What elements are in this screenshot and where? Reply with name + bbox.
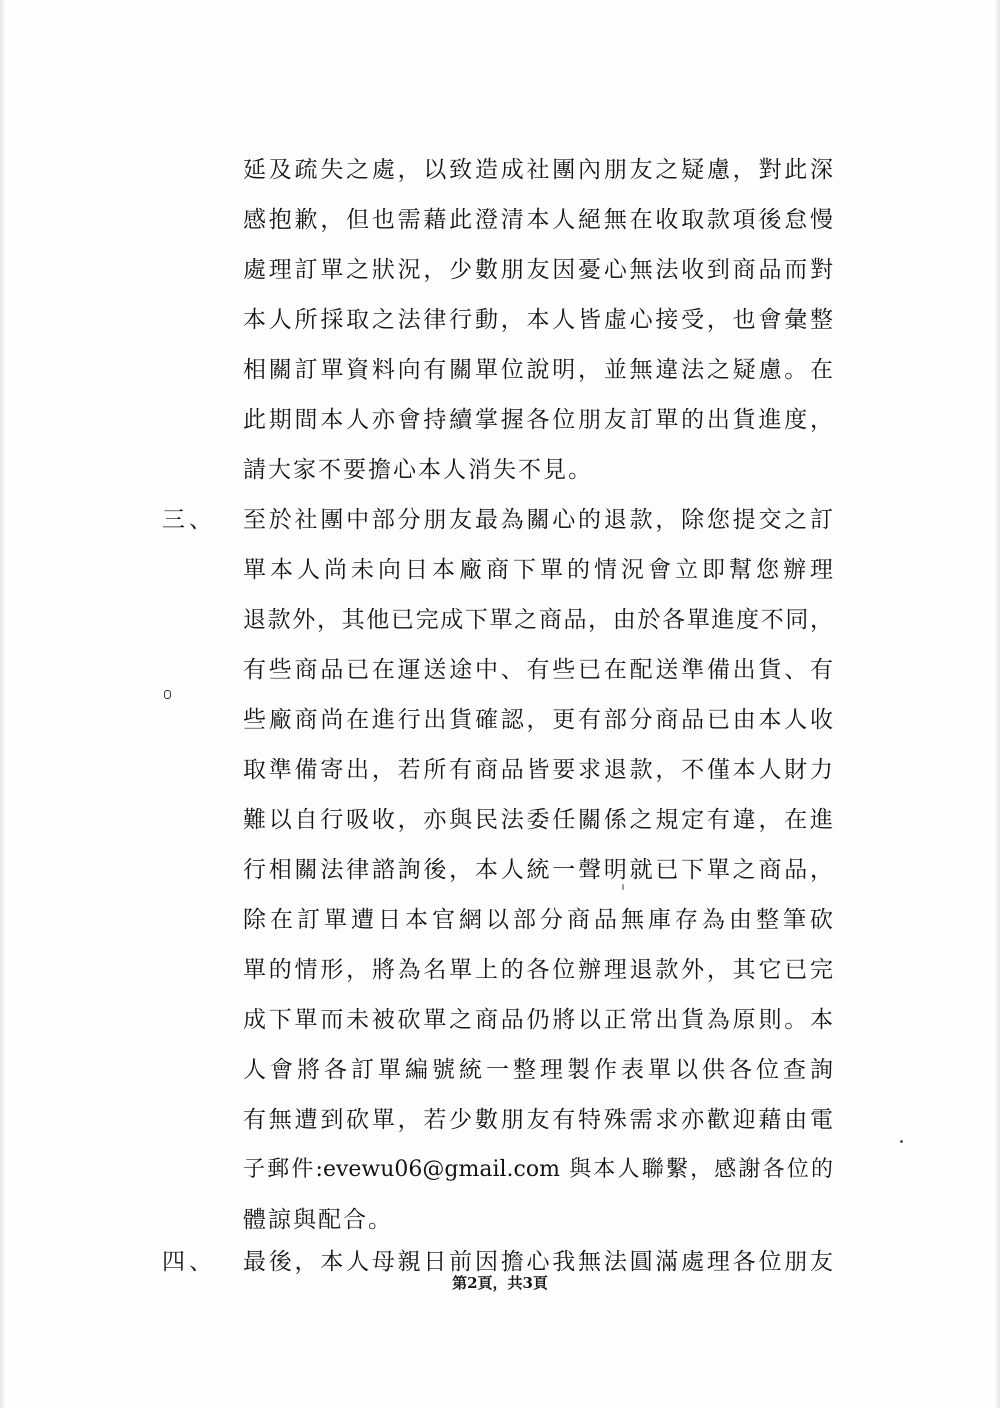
section3-line: 成下單而未被砍單之商品仍將以正常出貨為原則。本: [243, 1007, 833, 1033]
page-edge-right: [994, 0, 1000, 1408]
paragraph-line: 延及疏失之處，以致造成社團內朋友之疑慮，對此深: [243, 157, 833, 183]
section3-line: 單的情形，將為名單上的各位辦理退款外，其它已完: [243, 957, 833, 983]
paragraph-line: 相關訂單資料向有關單位說明，並無違法之疑慮。在: [243, 357, 833, 383]
section3-line: 有些商品已在運送途中、有些已在配送準備出貨、有: [243, 657, 833, 683]
scan-speck: [900, 1140, 903, 1143]
page-number-footer: 第2頁，共3頁: [452, 1274, 548, 1292]
section3-line: 取準備寄出，若所有商品皆要求退款，不僅本人財力: [243, 757, 833, 783]
section3-line: 行相關法律諮詢後，本人統一聲明就已下單之商品，: [243, 857, 833, 883]
section4-line: 最後，本人母親日前因擔心我無法圓滿處理各位朋友: [243, 1249, 833, 1275]
section3-line: 人會將各訂單編號統一整理製作表單以供各位查詢: [243, 1057, 833, 1083]
section-marker-3: 三、: [162, 507, 216, 533]
section-marker-4: 四、: [162, 1249, 216, 1275]
section3-line-email: 子郵件:evewu06@gmail.com 與本人聯繫，感謝各位的: [243, 1157, 833, 1182]
paragraph-line: 本人所採取之法律行動，本人皆虛心接受，也會彙整: [243, 307, 833, 333]
scan-speck: [622, 884, 624, 890]
paragraph-line: 處理訂單之狀況，少數朋友因憂心無法收到商品而對: [243, 257, 833, 283]
section3-line: 有無遭到砍單，若少數朋友有特殊需求亦歡迎藉由電: [243, 1107, 833, 1133]
section3-line: 難以自行吸收，亦與民法委任關係之規定有違，在進: [243, 807, 833, 833]
paragraph-line: 感抱歉，但也需藉此澄清本人絕無在收取款項後怠慢: [243, 207, 833, 233]
section3-line: 體諒與配合。: [243, 1207, 393, 1233]
page-edge-left: [0, 0, 6, 1408]
section3-line: 除在訂單遭日本官網以部分商品無庫存為由整筆砍: [243, 907, 833, 933]
paragraph-line: 請大家不要擔心本人消失不見。: [243, 457, 593, 483]
section3-line: 單本人尚未向日本廠商下單的情況會立即幫您辦理: [243, 557, 833, 583]
scan-artifact-mark: [164, 690, 171, 699]
paragraph-line: 此期間本人亦會持續掌握各位朋友訂單的出貨進度，: [243, 407, 833, 433]
section3-line: 些廠商尚在進行出貨確認，更有部分商品已由本人收: [243, 707, 833, 733]
section3-line: 退款外，其他已完成下單之商品，由於各單進度不同，: [243, 607, 833, 633]
section3-line: 至於社團中部分朋友最為關心的退款，除您提交之訂: [243, 507, 833, 533]
